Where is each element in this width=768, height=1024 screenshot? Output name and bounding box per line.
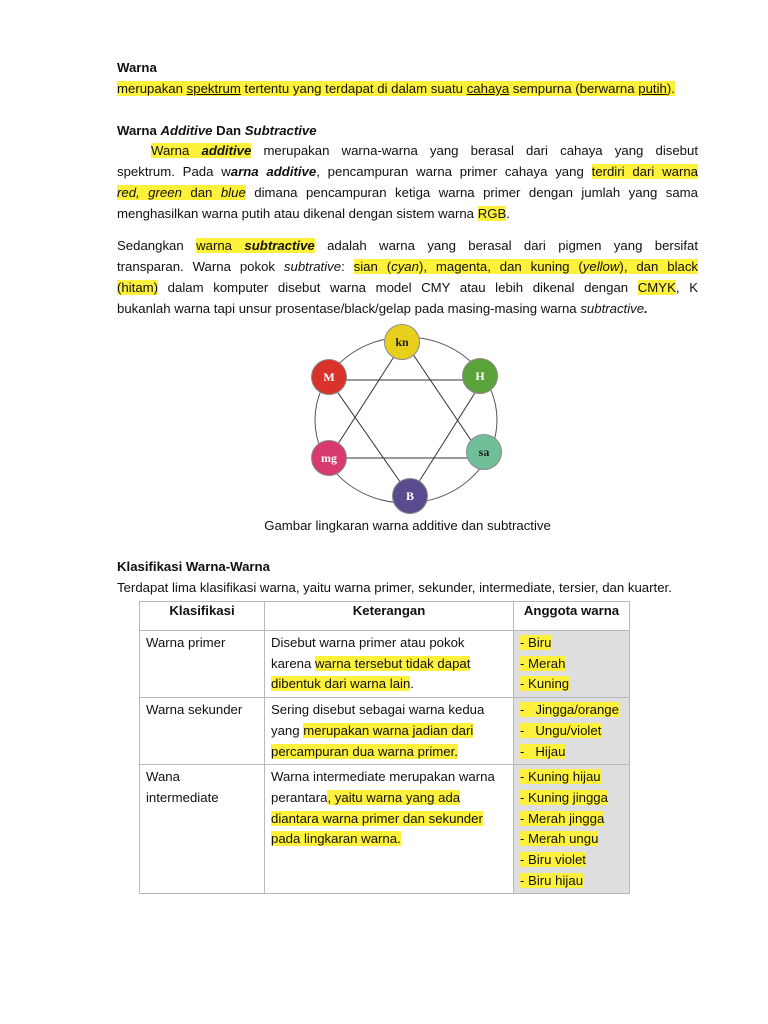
cell-anggota — [514, 631, 630, 698]
section-title-klasifikasi: Klasifikasi Warna-Warna — [117, 559, 270, 574]
warna-definition — [117, 80, 698, 98]
additive-paragraph-line-1: Warna additive merupakan warna-warna yang berasal dari cahaya yang disebut — [151, 143, 699, 158]
anggota-item: - Merah — [520, 655, 566, 671]
klasifikasi-text: Wana — [146, 769, 180, 785]
cell-klasifikasi — [140, 631, 265, 698]
klasifikasi-intro: Terdapat lima klasifikasi warna, yaitu warna primer, sekunder, intermediate, tersier, dan kuarter. — [117, 580, 672, 595]
klasifikasi-table — [139, 601, 630, 894]
node-biru: B — [392, 478, 428, 514]
header-anggota: Anggota warna — [514, 602, 630, 631]
definition-highlight: merupakan spektrum tertentu yang terdapat di dalam suatu cahaya sempurna (berwarna putih). — [117, 81, 675, 96]
anggota-item: - Hijau — [520, 743, 566, 759]
klasifikasi-text: Warna primer — [146, 635, 226, 650]
table-header-row — [140, 602, 630, 631]
cell-anggota — [514, 765, 630, 894]
additive-paragraph-line-3: red, green dan blue dimana pencampuran ketiga warna primer dengan jumlah yang sama — [117, 185, 698, 200]
subtractive-paragraph-line-1: Sedangkan warna subtractive adalah warna yang berasal dari pigmen yang bersifat — [117, 238, 699, 253]
table-row — [140, 765, 630, 894]
header-keterangan: Keterangan — [265, 602, 514, 631]
keterangan-line: Disebut warna primer atau pokok — [271, 635, 465, 650]
section-title-warna: Warna — [117, 60, 157, 75]
node-magenta: mg — [311, 440, 347, 476]
keterangan-line: karena warna tersebut tidak dapat — [271, 655, 471, 671]
anggota-item: - Kuning hijau — [520, 769, 601, 785]
keterangan-line: Warna intermediate merupakan warna — [271, 769, 495, 785]
klasifikasi-text: Warna sekunder — [146, 702, 243, 718]
keterangan-line: Sering disebut sebagai warna kedua — [271, 702, 485, 718]
header-klasifikasi: Klasifikasi — [140, 602, 265, 631]
cell-keterangan — [265, 765, 514, 894]
anggota-item: - Biru hijau — [520, 872, 584, 888]
node-kuning: kn — [384, 324, 420, 360]
anggota-item: - Merah ungu — [520, 831, 599, 847]
anggota-item: - Merah jingga — [520, 810, 605, 826]
subtractive-paragraph-line-2: transparan. Warna pokok subtrative: sian (cyan), magenta, dan kuning (yellow), dan black — [117, 259, 699, 274]
keterangan-line: perantara, yaitu warna yang ada — [271, 789, 461, 805]
cell-klasifikasi — [140, 698, 265, 765]
cell-klasifikasi — [140, 765, 265, 894]
section-title-additive-subtractive: Warna Additive Dan Subtractive — [117, 123, 317, 138]
cell-keterangan — [265, 698, 514, 765]
anggota-item: - Biru violet — [520, 852, 586, 868]
node-sian: sa — [466, 434, 502, 470]
keterangan-line: diantara warna primer dan sekunder — [271, 810, 483, 826]
additive-paragraph-line-2: spektrum. Pada warna additive, pencampuran warna primer cahaya yang terdiri dari warna — [117, 164, 699, 179]
anggota-item: - Kuning jingga — [520, 789, 608, 805]
anggota-item: - Biru — [520, 635, 552, 650]
table-row — [140, 631, 630, 698]
additive-paragraph-line-4: menghasilkan warna putih atau dikenal dengan sistem warna RGB. — [117, 206, 510, 221]
cell-anggota — [514, 698, 630, 765]
klasifikasi-text: intermediate — [146, 789, 219, 805]
anggota-item: - Kuning — [520, 676, 570, 692]
subtractive-paragraph-line-4: bukanlah warna tapi unsur prosentase/black/gelap pada masing-masing warna subtractive. — [117, 301, 648, 316]
diagram-caption: Gambar lingkaran warna additive dan subtractive — [264, 518, 551, 533]
node-hijau: H — [462, 358, 498, 394]
anggota-item: - Jingga/orange — [520, 702, 619, 718]
keterangan-line: pada lingkaran warna. — [271, 831, 401, 847]
node-merah: M — [311, 359, 347, 395]
subtractive-paragraph-line-3: (hitam) dalam komputer disebut warna model CMY atau lebih dikenal dengan CMYK, K — [117, 280, 698, 295]
cell-keterangan — [265, 631, 514, 698]
keterangan-line: dibentuk dari warna lain. — [271, 676, 414, 692]
color-wheel-diagram — [300, 322, 514, 514]
keterangan-line: percampuran dua warna primer. — [271, 743, 458, 759]
keterangan-line: yang merupakan warna jadian dari — [271, 722, 474, 738]
anggota-item: - Ungu/violet — [520, 722, 602, 738]
table-row — [140, 698, 630, 765]
table-body — [140, 631, 630, 894]
